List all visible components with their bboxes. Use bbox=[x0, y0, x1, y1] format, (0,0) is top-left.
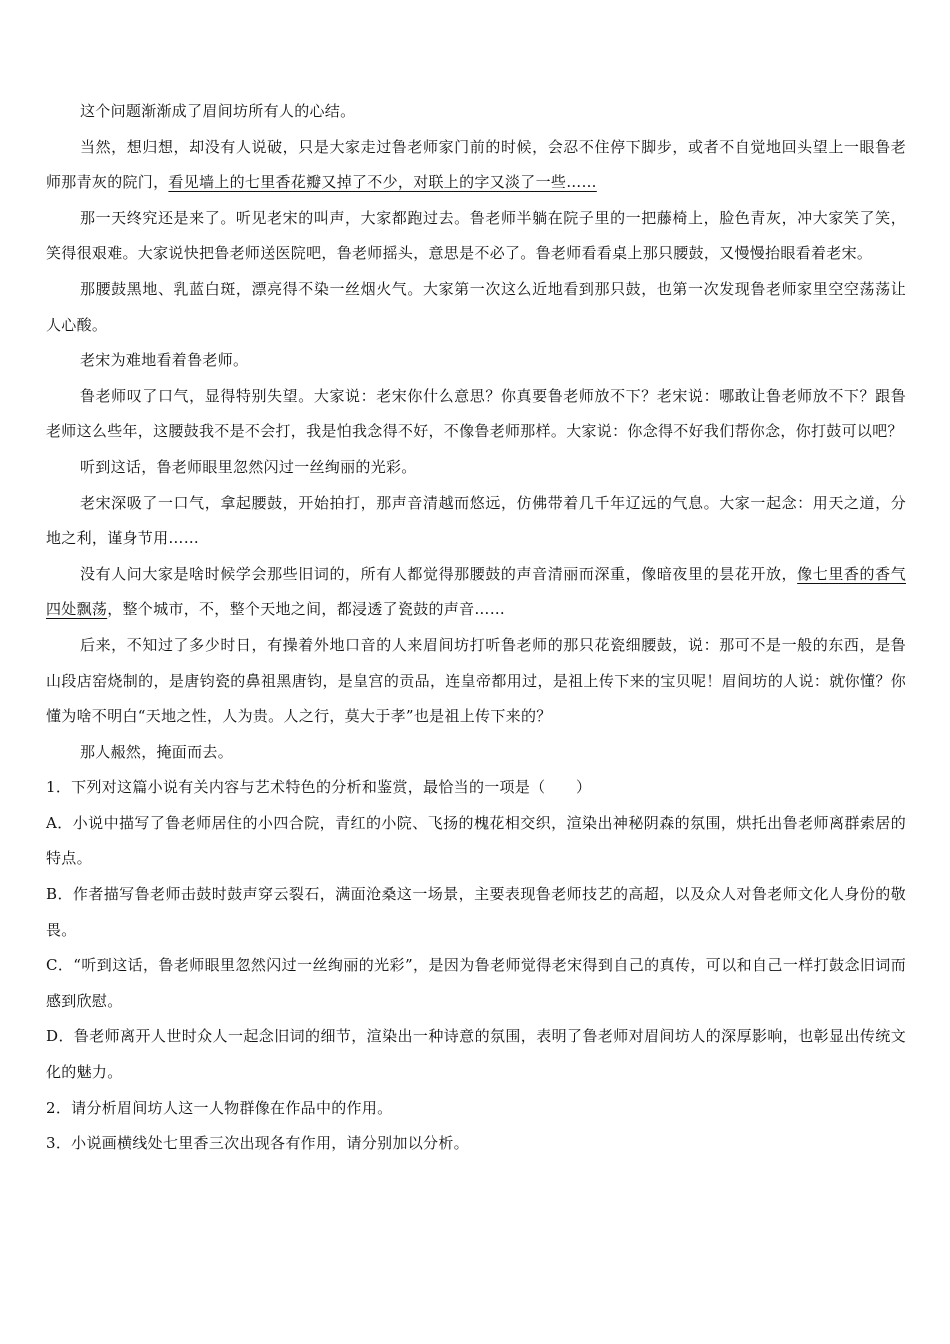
story-paragraph-2 bbox=[46, 130, 906, 201]
story-paragraph-4: 那腰鼓黑地、乳蓝白斑，漂亮得不染一丝烟火气。大家第一次这么近地看到那只鼓，也第一次发现鲁老师家里空空荡荡让人心酸。 bbox=[46, 279, 906, 334]
story-paragraph-2-text: 当然，想归想，却没有人说破，只是大家走过鲁老师家门前的时候，会忍不住停下脚步，或者不自觉地回头望上一眼鲁老师那青灰的院门， bbox=[46, 137, 906, 192]
question-1-option-d: D．鲁老师离开人世时众人一起念旧词的细节，渲染出一种诗意的氛围，表明了鲁老师对眉间坊人的深厚影响，也彰显出传统文化的魅力。 bbox=[46, 1027, 906, 1082]
question-2: 2．请分析眉间坊人这一人物群像在作品中的作用。 bbox=[46, 1098, 393, 1117]
story-paragraph-5: 老宋为难地看着鲁老师。 bbox=[80, 351, 249, 370]
story-paragraph-7: 听到这话，鲁老师眼里忽然闪过一丝绚丽的光彩。 bbox=[80, 457, 417, 476]
underlined-qilixiang-1: 看见墙上的七里香花瓣又掉了不少，对联上的字又淡了一些…… bbox=[168, 173, 597, 192]
story-paragraph-11: 那人赧然，掩面而去。 bbox=[80, 742, 234, 761]
question-1-option-b: B．作者描写鲁老师击鼓时鼓声穿云裂石，满面沧桑这一场景，主要表现鲁老师技艺的高超，以及众人对鲁老师文化人身份的敬畏。 bbox=[46, 885, 906, 939]
underlined-qilixiang-2: 像七里香的香气四处飘荡 bbox=[46, 564, 906, 619]
story-paragraph-6: 鲁老师叹了口气，显得特别失望。大家说：老宋你什么意思？你真要鲁老师放不下？老宋说：哪敢让鲁老师放不下？跟鲁老师这么些年，这腰鼓我不是不会打，我是怕我念得不好，不像鲁老师那样。大家说：你念得不好我们帮你念，你打鼓可以吧？ bbox=[46, 386, 906, 441]
story-paragraph-8: 老宋深吸了一口气，拿起腰鼓，开始拍打，那声音清越而悠远，仿佛带着几千年辽远的气息。大家一起念：用天之道，分地之利，谨身节用…… bbox=[46, 493, 906, 548]
question-3: 3．小说画横线处七里香三次出现各有作用，请分别加以分析。 bbox=[46, 1134, 469, 1153]
question-1-option-c: C．“听到这话，鲁老师眼里忽然闪过一丝绚丽的光彩”，是因为鲁老师觉得老宋得到自己的真传，可以和自己一样打鼓念旧词而感到欣慰。 bbox=[46, 956, 906, 1010]
document-page bbox=[46, 94, 906, 1162]
question-1-option-a: A．小说中描写了鲁老师居住的小四合院，青红的小院、飞扬的槐花相交织，渲染出神秘阴森的氛围，烘托出鲁老师离群索居的特点。 bbox=[46, 813, 906, 868]
story-paragraph-1: 这个问题渐渐成了眉间坊所有人的心结。 bbox=[80, 102, 356, 120]
story-paragraph-9 bbox=[46, 557, 906, 628]
story-paragraph-9-text-a: 没有人问大家是啥时候学会那些旧词的，所有人都觉得那腰鼓的声音清丽而深重，像暗夜里的昙花开放， bbox=[80, 564, 798, 583]
story-paragraph-10: 后来，不知过了多少时日，有操着外地口音的人来眉间坊打听鲁老师的那只花瓷细腰鼓，说：那可不是一般的东西，是鲁山段店窑烧制的，是唐钧瓷的鼻祖黑唐钧，是皇宫的贡品，连皇帝都用过，是祖上传下来的宝贝呢！眉间坊的人说：就你懂？你懂为啥不明白“天地之性，人为贵。人之行，莫大于孝”也是祖上传下来的？ bbox=[46, 635, 906, 726]
question-1-stem: 1．下列对这篇小说有关内容与艺术特色的分析和鉴赏，最恰当的一项是（ ） bbox=[46, 778, 592, 797]
story-paragraph-3: 那一天终究还是来了。听见老宋的叫声，大家都跑过去。鲁老师半躺在院子里的一把藤椅上，脸色青灰，冲大家笑了笑，笑得很艰难。大家说快把鲁老师送医院吧，鲁老师摇头，意思是不必了。鲁老师看看桌上那只腰鼓，又慢慢抬眼看着老宋。 bbox=[46, 208, 906, 263]
story-paragraph-9-text-b: ，整个城市，不，整个天地之间，都浸透了瓷鼓的声音…… bbox=[107, 600, 506, 619]
